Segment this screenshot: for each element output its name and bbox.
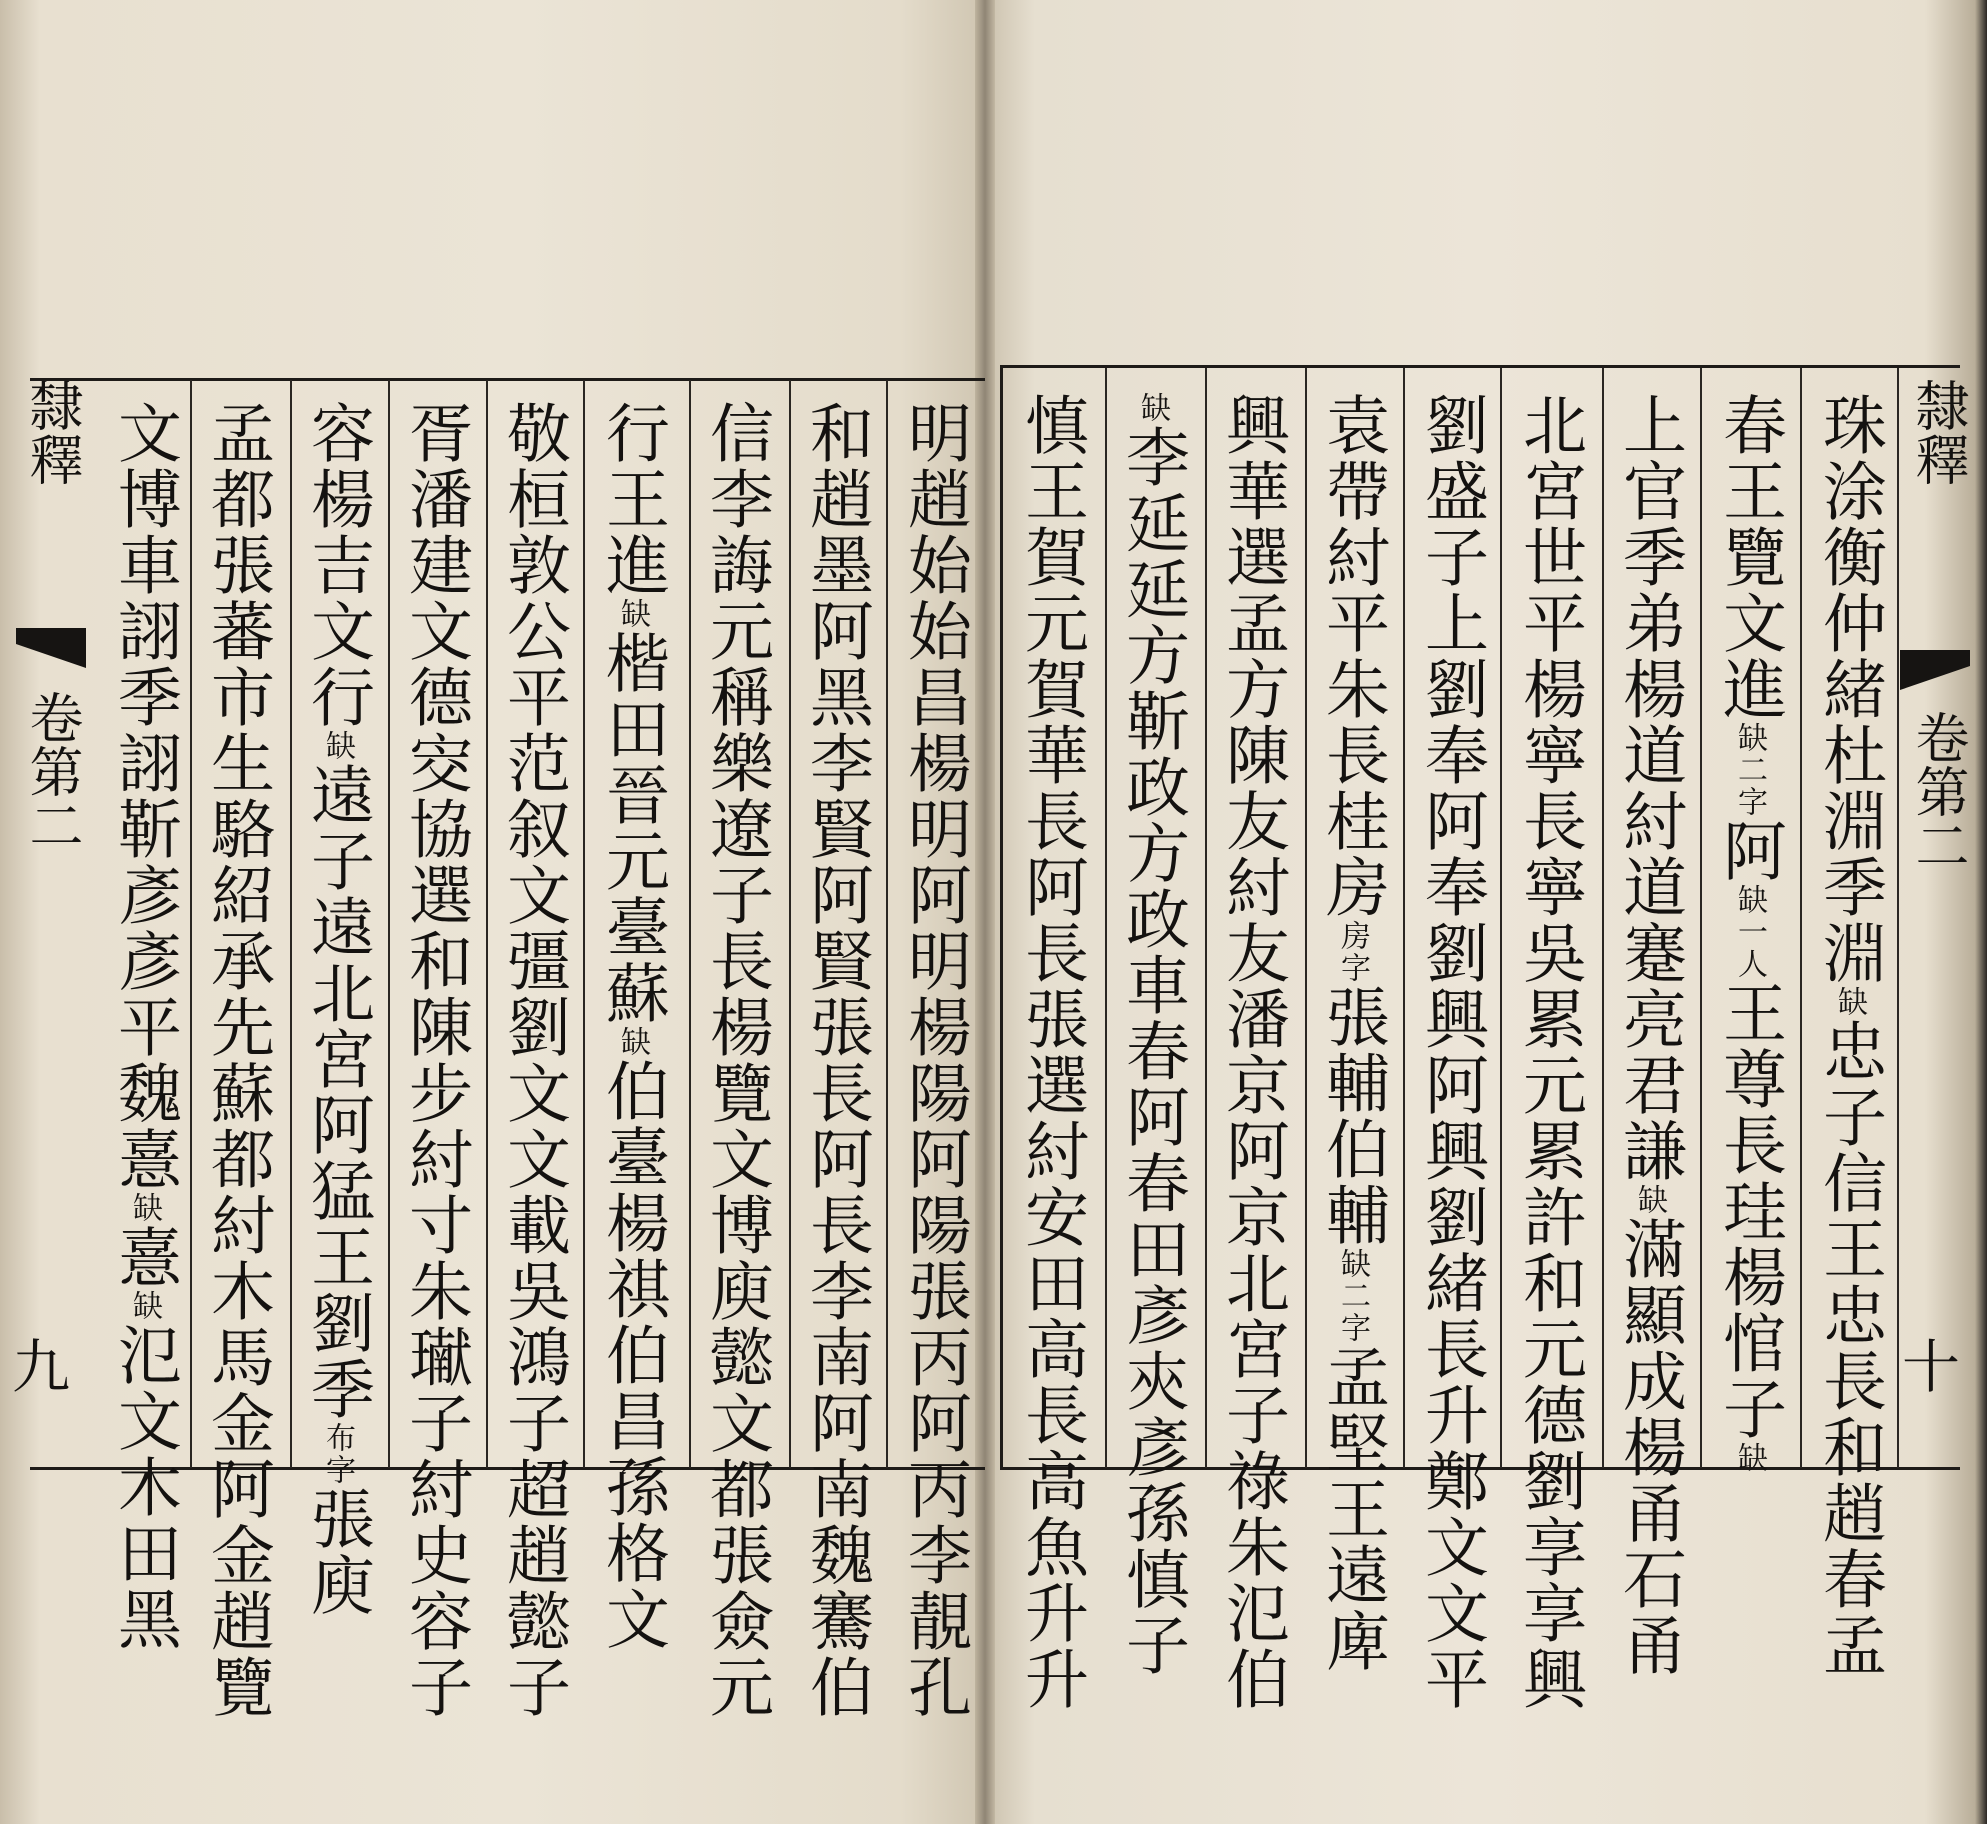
column-rule	[1500, 368, 1502, 1468]
column-rule	[1700, 368, 1702, 1468]
column-rule	[583, 380, 585, 1468]
column-rule	[290, 380, 292, 1468]
lacuna-note: 缺	[127, 1192, 162, 1224]
right-margin-title: 隸釋	[1907, 378, 1970, 486]
lacuna-note: 缺二字	[1732, 722, 1767, 818]
left-page-number: 九	[12, 1333, 71, 1401]
annotation-note: 房字	[1335, 920, 1370, 984]
column-rule	[1105, 368, 1107, 1468]
lacuna-note: 缺一人	[1732, 884, 1767, 980]
lacuna-note: 缺二字	[1335, 1248, 1370, 1344]
text-column: 袁帶紂平朱長桂房房字張輔伯輔缺二字孟堅王遠庳	[1315, 392, 1389, 1674]
lacuna-note: 缺	[615, 598, 650, 630]
lacuna-note: 缺	[1632, 1184, 1667, 1216]
column-rule	[1602, 368, 1604, 1468]
lacuna-note: 缺	[1135, 392, 1170, 424]
column-rule	[1800, 368, 1802, 1468]
text-column: 敬桓敦公平范叙文彊劉文文載吳鴻子超趙懿子	[496, 400, 570, 1720]
column-rule	[1305, 368, 1307, 1468]
left-margin-juan: 卷第二	[21, 690, 84, 852]
text-column: 容楊吉文行缺遠子遠北宮阿猛王劉季布字張庾	[300, 400, 374, 1618]
right-margin-juan: 卷第二	[1907, 710, 1970, 872]
lacuna-note: 缺	[127, 1290, 162, 1322]
text-column: 胥潘建文德㝔協選和陳步紂寸朱𤩽子紂史容子	[398, 400, 472, 1720]
column-rule	[388, 380, 390, 1468]
text-column: 春王覽文進缺二字阿缺一人王尊長珪楊悺子缺	[1712, 392, 1786, 1474]
text-column: 孟都張蕃市生駱紹承先蘇都紂木馬金阿金趙覽	[200, 400, 274, 1720]
text-column: 信李誨元稱樂遼子長楊覽文博庾懿文都張僉元	[699, 400, 773, 1720]
column-rule	[689, 380, 691, 1468]
left-margin-title: 隸釋	[21, 378, 84, 486]
text-column: 珠涂衡仲緒杜淵季淵缺忠子信王忠長和趙春孟	[1812, 392, 1886, 1678]
lacuna-note: 缺	[1832, 986, 1867, 1018]
text-column: 文博車詡季詡靳彥彥平魏憙缺憙缺氾文木田黑	[107, 400, 181, 1652]
column-rule	[190, 380, 192, 1468]
column-rule	[789, 380, 791, 1468]
text-column: 上官季弟楊道紂道蹇亮君謙缺滿顯成楊甬石甬	[1612, 392, 1686, 1678]
annotation-note: 布字	[320, 1422, 355, 1486]
column-rule	[1897, 368, 1899, 1468]
text-column: 和趙墨阿黑李賢阿賢張長阿長李南阿南魏騫伯	[799, 400, 873, 1720]
text-column: 行王進缺楷田晉元臺蘇缺伯臺楊祺伯昌孫格文	[595, 400, 669, 1652]
column-rule	[1403, 368, 1405, 1468]
text-column: 慎王賀元賀華長阿長張選紂安田高長高魚升升	[1014, 392, 1088, 1712]
column-rule	[486, 380, 488, 1468]
text-column: 明趙始始昌楊明阿明楊陽阿陽張丙阿丙李靚孔	[897, 400, 971, 1720]
text-column: 興華選孟方陳友紂友潘京阿京北宮子祿朱氾伯	[1215, 392, 1289, 1712]
text-column: 缺李延延方靳政方政車春阿春田彥㚒彥孫慎子	[1115, 392, 1189, 1678]
column-rule	[886, 380, 888, 1468]
lacuna-note: 缺	[615, 1026, 650, 1058]
text-column: 北宮世平楊寧長寧吳累元累許和元德劉享享興	[1512, 392, 1586, 1712]
right-page-number: 十	[1902, 1333, 1961, 1401]
column-rule	[1205, 368, 1207, 1468]
text-column: 劉盛子上劉奉阿奉劉興阿興劉緒長升鄭文文平	[1414, 392, 1488, 1712]
lacuna-note: 缺	[1732, 1442, 1767, 1474]
lacuna-note: 缺	[320, 730, 355, 762]
